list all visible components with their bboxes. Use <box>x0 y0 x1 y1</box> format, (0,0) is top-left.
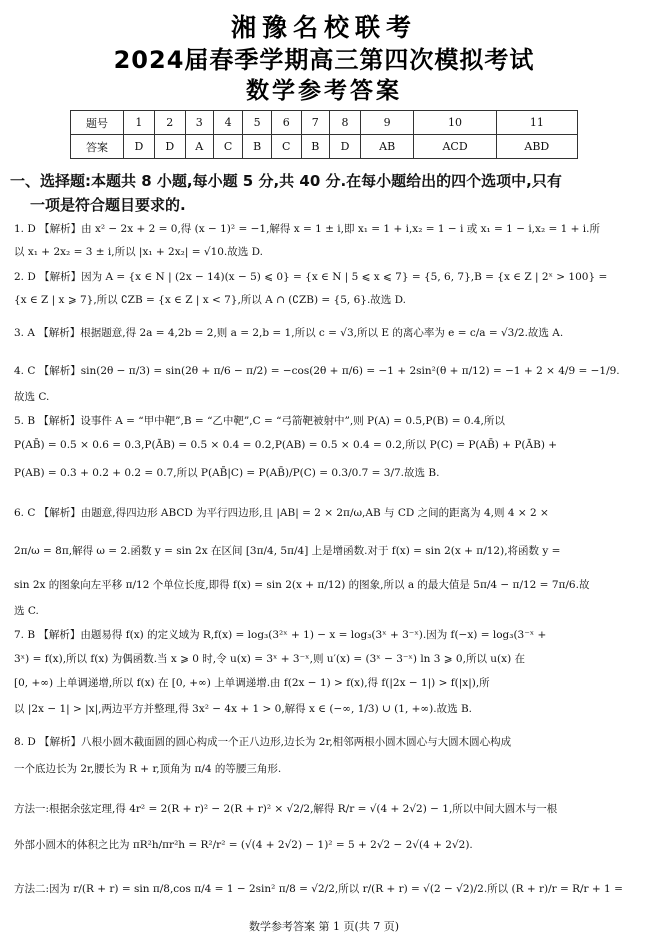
solution-line: 3ˣ) = f(x),所以 f(x) 为偶函数.当 x ⩾ 0 时,令 u(x) = 3ˣ + 3⁻ˣ,则 u′(x) = (3ˣ − 3⁻ˣ) ln 3 ⩾ 0,所以 u(x) 在 <box>14 653 526 665</box>
table-cell: D <box>154 135 185 159</box>
solution-line: P(AB̄) = 0.5 × 0.6 = 0.3,P(ĀB) = 0.5 × 0.4 = 0.2,P(AB) = 0.5 × 0.4 = 0.2,所以 P(C) = P(AB̄) + P(ĀB) + <box>14 439 558 451</box>
solution-line: 2π/ω = 8π,解得 ω = 2.函数 y = sin 2x 在区间 [3π/4, 5π/4] 上是增函数.对于 f(x) = sin 2(x + π/12),将函数 y = <box>14 545 561 557</box>
solution-line: 6. C 【解析】由题意,得四边形 ABCD 为平行四边形,且 |AB| = 2 × 2π/ω,AB 与 CD 之间的距离为 4,则 4 × 2 × <box>14 507 549 519</box>
table-cell: 6 <box>271 111 301 135</box>
solution-line: 选 C. <box>14 605 39 617</box>
solution-line: 以 |2x − 1| > |x|,两边平方并整理,得 3x² − 4x + 1 > 0,解得 x ∈ (−∞, 1/3) ∪ (1, +∞).故选 B. <box>14 703 472 715</box>
table-cell: D <box>330 135 361 159</box>
solution-line: {x ∈ Z | x ⩾ 7},所以 ∁ZB = {x ∈ Z | x < 7},所以 A ∩ (∁ZB) = {5, 6}.故选 D. <box>14 294 407 306</box>
solution-line: 1. D 【解析】由 x² − 2x + 2 = 0,得 (x − 1)² = −1,解得 x = 1 ± i,即 x₁ = 1 + i,x₂ = 1 − i 或 x₁ = 1 − i,x₂ = 1 + i.所 <box>14 223 600 235</box>
table-cell: 2 <box>154 111 185 135</box>
table-cell: 1 <box>124 111 155 135</box>
solution-line: 方法一:根据余弦定理,得 4r² = 2(R + r)² − 2(R + r)² × √2/2,解得 R/r = √(4 + 2√2) − 1,所以中间大圆木与一根 <box>14 803 558 815</box>
section-heading: 一、选择题:本题共 8 小题,每小题 5 分,共 40 分.在每小题给出的四个选项中,只有 <box>10 172 562 190</box>
solution-line: 3. A 【解析】根据题意,得 2a = 4,2b = 2,则 a = 2,b = 1,所以 c = √3,所以 E 的离心率为 e = c/a = √3/2.故选 A. <box>14 327 564 339</box>
answer-row <box>71 135 578 159</box>
answer-key-table <box>70 110 578 159</box>
question-number-row <box>71 111 578 135</box>
solution-line: 外部小圆木的体积之比为 πR²h/πr²h = R²/r² = (√(4 + 2√2) − 1)² = 5 + 2√2 − 2√(4 + 2√2). <box>14 839 473 851</box>
table-cell: 10 <box>414 111 496 135</box>
solution-line: [0, +∞) 上单调递增,所以 f(x) 在 [0, +∞) 上单调递增.由 f(2x − 1) > f(x),得 f(|2x − 1|) > f(|x|),所 <box>14 677 490 689</box>
table-cell: AB <box>360 135 413 159</box>
table-cell: 7 <box>301 111 330 135</box>
solution-line: 方法二:因为 r/(R + r) = sin π/8,cos π/4 = 1 − 2sin² π/8 = √2/2,所以 r/(R + r) = √(2 − √2)/2.所以 (R + r)/r = R/r + 1 = <box>14 883 623 895</box>
table-cell: 5 <box>243 111 272 135</box>
table-cell: ABD <box>496 135 577 159</box>
table-cell: 答案 <box>71 135 124 159</box>
table-cell: 8 <box>330 111 361 135</box>
table-cell: B <box>243 135 272 159</box>
table-cell: 4 <box>213 111 243 135</box>
table-cell: 11 <box>496 111 577 135</box>
page-footer: 数学参考答案 第 1 页(共 7 页) <box>248 920 400 933</box>
solution-line: 5. B 【解析】设事件 A = “甲中靶”,B = “乙中靶”,C = “弓箭靶被射中”,则 P(A) = 0.5,P(B) = 0.4,所以 <box>14 415 505 427</box>
solution-line: 8. D 【解析】八根小圆木截面圆的圆心构成一个正八边形,边长为 2r,相邻两根小圆木圆心与大圆木圆心构成 <box>14 736 512 748</box>
table-cell: ACD <box>414 135 496 159</box>
table-cell: A <box>185 135 213 159</box>
school-union-title: 湘豫名校联考 <box>230 13 417 42</box>
solution-line: sin 2x 的图象向左平移 π/12 个单位长度,即得 f(x) = sin 2(x + π/12) 的图象,所以 a 的最大值是 5π/4 − π/12 = 7π/6.故 <box>14 579 590 591</box>
document-title: 数学参考答案 <box>246 78 402 104</box>
exam-title: 2024届春季学期高三第四次模拟考试 <box>113 46 535 74</box>
solution-line: P(AB) = 0.3 + 0.2 + 0.2 = 0.7,所以 P(AB̄|C) = P(AB̄)/P(C) = 0.3/0.7 = 3/7.故选 B. <box>14 467 440 479</box>
table-cell: B <box>301 135 330 159</box>
section-heading-cont: 一项是符合题目要求的. <box>30 196 186 214</box>
table-cell: C <box>271 135 301 159</box>
table-cell: 9 <box>360 111 413 135</box>
solution-line: 7. B 【解析】由题易得 f(x) 的定义域为 R,f(x) = log₃(3²ˣ + 1) − x = log₃(3ˣ + 3⁻ˣ).因为 f(−x) = log₃(3⁻ˣ + <box>14 629 547 641</box>
solution-line: 4. C 【解析】sin(2θ − π/3) = sin(2θ + π/6 − π/2) = −cos(2θ + π/6) = −1 + 2sin²(θ + π/12) = −1 + 2 × 4/9 = −1/9. <box>14 365 620 377</box>
solution-line: 以 x₁ + 2x₂ = 3 ± i,所以 |x₁ + 2x₂| = √10.故选 D. <box>14 246 263 258</box>
table-cell: 3 <box>185 111 213 135</box>
solution-line: 2. D 【解析】因为 A = {x ∈ N | (2x − 14)(x − 5) ⩽ 0} = {x ∈ N | 5 ⩽ x ⩽ 7} = {5, 6, 7},B = {x ∈ Z | 2ˣ > 100} = <box>14 271 608 283</box>
table-cell: C <box>213 135 243 159</box>
solution-line: 一个底边长为 2r,腰长为 R + r,顶角为 π/4 的等腰三角形. <box>14 763 282 775</box>
solution-line: 故选 C. <box>14 391 50 403</box>
table-cell: 题号 <box>71 111 124 135</box>
table-cell: D <box>124 135 155 159</box>
